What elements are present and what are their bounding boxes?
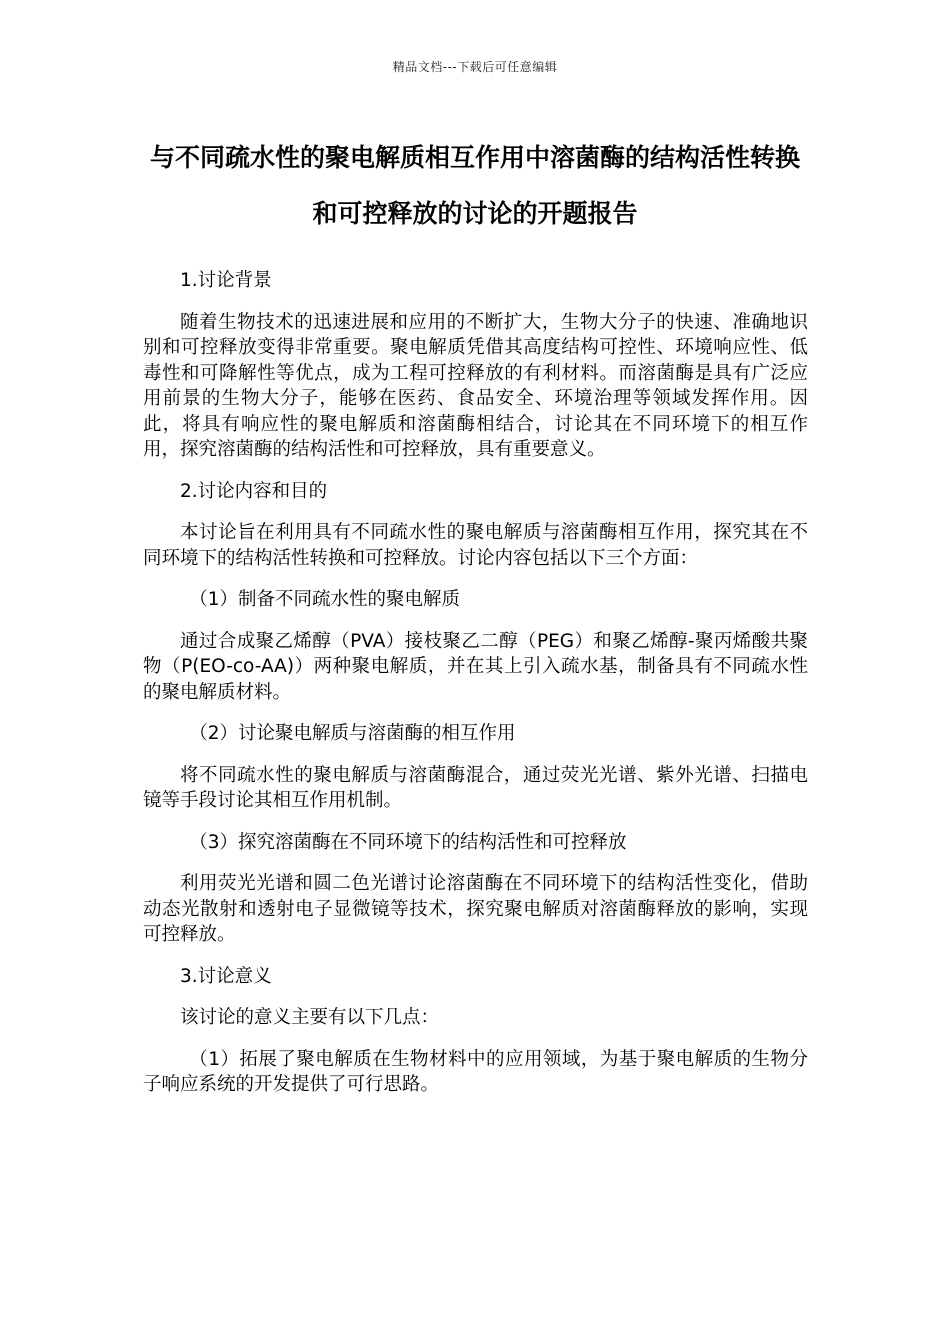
section-heading-content: 2.讨论内容和目的 [180, 480, 328, 502]
significance-point-1: （1）拓展了聚电解质在生物材料中的应用领域，为基于聚电解质的生物分子响应系统的开发提供了可行思路。 [143, 1048, 808, 1095]
content-intro-paragraph: 本讨论旨在利用具有不同疏水性的聚电解质与溶菌酶相互作用，探究其在不同环境下的结构活性转换和可控释放。讨论内容包括以下三个方面： [143, 522, 808, 569]
content-item-1-text: 通过合成聚乙烯醇（PVA）接枝聚乙二醇（PEG）和聚乙烯醇-聚丙烯酸共聚物（P(EO-co-AA)）两种聚电解质，并在其上引入疏水基，制备具有不同疏水性的聚电解质材料。 [143, 630, 808, 703]
content-item-2-heading: （2）讨论聚电解质与溶菌酶的相互作用 [189, 723, 516, 744]
background-paragraph: 随着生物技术的迅速进展和应用的不断扩大，生物大分子的快速、准确地识别和可控释放变得非常重要。聚电解质凭借其高度结构可控性、环境响应性、低毒性和可降解性等优点，成为工程可控释放的有利材料。而溶菌酶是具有广泛应用前景的生物大分子，能够在医药、食品安全、环境治理等领域发挥作用。因此，将具有响应性的聚电解质和溶菌酶相结合，讨论其在不同环境下的相互作用，探究溶菌酶的结构活性和可控释放，具有重要意义。 [143, 311, 808, 460]
document-title: 与不同疏水性的聚电解质相互作用中溶菌酶的结构活性转换和可控释放的讨论的开题报告 [149, 143, 800, 228]
content-item-1-heading: （1）制备不同疏水性的聚电解质 [189, 589, 461, 610]
content-item-3-text: 利用荧光光谱和圆二色光谱讨论溶菌酶在不同环境下的结构活性变化，借助动态光散射和透射电子显微镜等技术，探究聚电解质对溶菌酶释放的影响，实现可控释放。 [143, 873, 808, 945]
section-heading-background: 1.讨论背景 [180, 270, 272, 291]
document-body [143, 268, 808, 1114]
section-heading-significance: 3.讨论意义 [180, 965, 272, 987]
significance-intro-paragraph: 该讨论的意义主要有以下几点： [180, 1007, 440, 1028]
content-item-3-heading: （3）探究溶菌酶在不同环境下的结构活性和可控释放 [189, 831, 627, 853]
content-item-2-text: 将不同疏水性的聚电解质与溶菌酶混合，通过荧光光谱、紫外光谱、扫描电镜等手段讨论其相互作用机制。 [143, 764, 808, 811]
header-note: 精品文档---下载后可任意编辑 [392, 60, 558, 74]
